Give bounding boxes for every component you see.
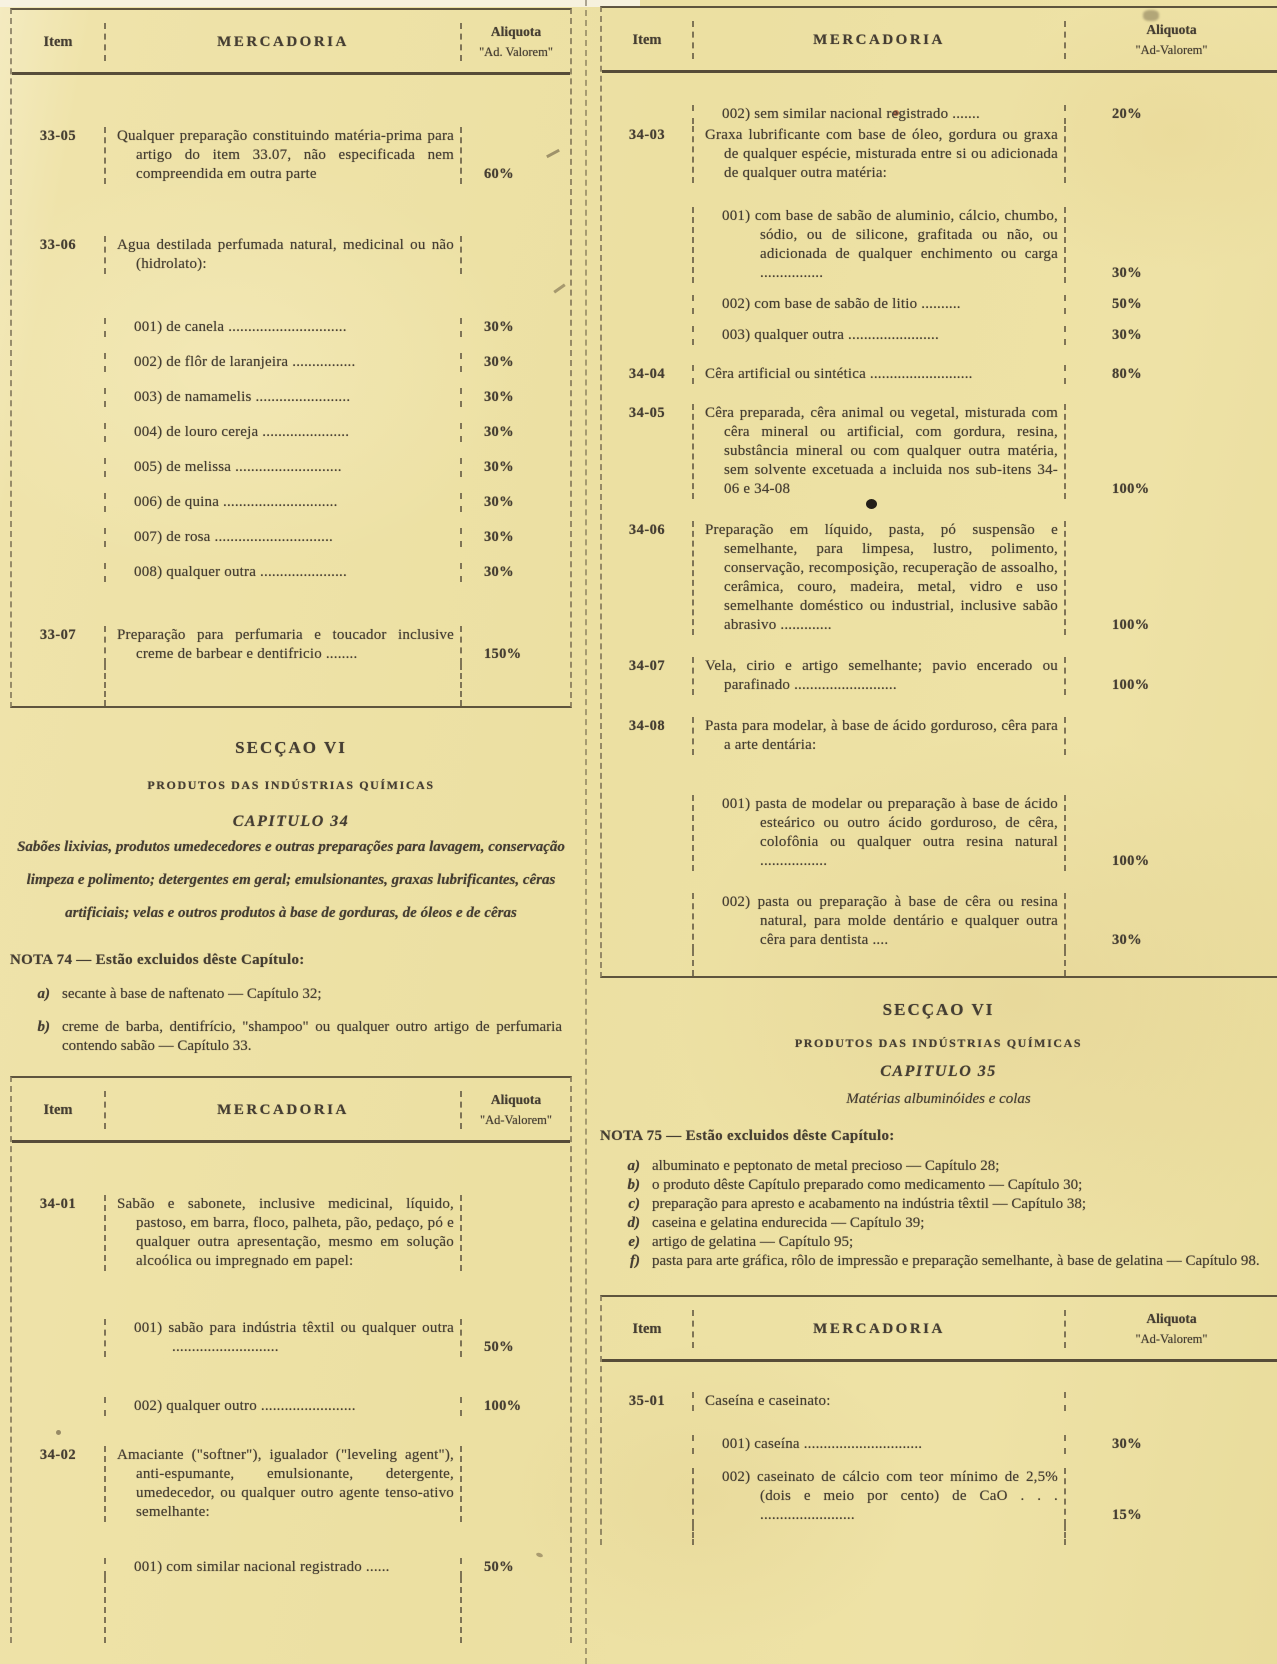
item-code: 34-06 — [628, 522, 666, 538]
table-row-sub — [602, 326, 1277, 345]
nota-label: NOTA 74 — Estão excluidos dêste Capítulo: — [10, 952, 305, 968]
nota-text: secante à base de naftenato — Capítulo 32; — [62, 986, 322, 1002]
item-rate — [460, 236, 570, 274]
nota-exclusion — [10, 1018, 572, 1056]
table-row-sub — [12, 493, 570, 512]
col-header-item: Item — [43, 1101, 73, 1118]
item-description: Sabão e sabonete, inclusive medicinal, líquido, pastoso, em barra, floco, palheta, pão, pedaço, pó e qualquer outra apresentação, mesmo em solução alcoólica ou impregnado em papel: — [117, 1196, 454, 1269]
table-row-sub — [12, 1397, 570, 1416]
item-code — [12, 1319, 104, 1357]
item-rate: 20% — [1064, 105, 1277, 124]
tariff-table-ch35 — [600, 1295, 1277, 1545]
subitem-description: 001) sabão para indústria têxtil ou qualquer outra ........................... — [134, 1320, 454, 1355]
table-row-sub — [12, 528, 570, 547]
subitem-description: 008) qualquer outra ...................... — [134, 564, 347, 580]
subitem-description: 003) de namamelis ........................ — [134, 389, 351, 405]
table-row-sub — [602, 295, 1277, 314]
table-row-sub — [602, 105, 1277, 124]
item-code — [12, 458, 104, 477]
col-header-mercadoria: MERCADORIA — [692, 1310, 1064, 1348]
item-rate — [1064, 717, 1277, 755]
item-code — [12, 318, 104, 337]
left-column — [10, 8, 572, 1643]
table-row-sub — [12, 423, 570, 442]
item-code: 33-05 — [39, 128, 77, 144]
item-description: Preparação em líquido, pasta, pó suspensão e semelhante, para limpesa, lustro, polimento, conservação, recomposição, recuperação de assoalho, cerâmica, couro, madeira, metal, vidro e uso semelhante doméstico ou industrial, inclusive sabão abrasivo ............. — [705, 522, 1058, 633]
item-rate: 30% — [460, 388, 570, 407]
nota-exclusion — [600, 1214, 1277, 1233]
subitem-description: 001) pasta de modelar ou preparação à base de ácido esteárico ou outro ácido gorduroso, de cêra, colofônia ou qualquer outra resina natural ................. — [722, 796, 1058, 869]
nota-letter: a) — [37, 986, 50, 1002]
table-row-34-03 — [602, 126, 1277, 183]
subitem-description: 002) sem similar nacional registrado ....... — [722, 106, 980, 122]
column-divider-rule — [585, 0, 587, 1664]
item-rate: 30% — [460, 318, 570, 337]
nota-letter: a) — [627, 1158, 640, 1174]
table-header — [602, 1297, 1277, 1362]
subitem-description: 003) qualquer outra ....................... — [722, 327, 939, 343]
col-header-mercadoria: MERCADORIA — [692, 21, 1064, 59]
item-rate: 30% — [460, 353, 570, 372]
item-code: 34-03 — [628, 127, 666, 143]
item-code — [602, 893, 692, 950]
table-row-34-05 — [602, 404, 1277, 499]
table-row-34-07 — [602, 657, 1277, 695]
chapter-title: CAPITULO 35 — [880, 1063, 997, 1080]
item-code — [12, 528, 104, 547]
item-code — [602, 207, 692, 283]
item-rate: 100% — [1064, 795, 1277, 871]
nota-text: albuminato e peptonato de metal precioso — Capítulo 28; — [652, 1158, 1000, 1174]
item-rate: 30% — [460, 458, 570, 477]
subitem-description: 002) com base de sabão de litio .......... — [722, 296, 961, 312]
table-header — [12, 1078, 570, 1143]
aliquota-label: Aliquota — [1146, 22, 1197, 37]
col-header-mercadoria: MERCADORIA — [104, 1091, 460, 1129]
nota-text: pasta para arte gráfica, rôlo de impressão e preparação semelhante, à base de gelatina — Capítulo 98. — [652, 1253, 1260, 1269]
nota-exclusion — [600, 1233, 1277, 1252]
table-spacer — [602, 950, 1277, 976]
item-description: Cêra preparada, cêra animal ou vegetal, misturada com cêra mineral ou artificial, com gordura, resina, substância mineral ou com qualquer outra matéria, sem solvente excetuada a incluida nos sub-itens 34-06 e 34-08 — [705, 405, 1058, 497]
item-rate: 30% — [1064, 326, 1277, 345]
nota-letter: f) — [630, 1253, 640, 1269]
subitem-description: 002) pasta ou preparação à base de cêra ou resina natural, para molde dentário e qualquer outra cêra para dentista .... — [722, 894, 1058, 948]
item-rate: 100% — [1064, 657, 1277, 695]
nota-exclusion — [600, 1176, 1277, 1195]
item-description: Caseína e caseinato: — [705, 1393, 831, 1409]
item-rate: 30% — [1064, 207, 1277, 283]
nota-text: creme de barba, dentifrício, "shampoo" ou qualquer outro artigo de perfumaria contendo sabão — Capítulo 33. — [62, 1019, 562, 1054]
col-header-aliquota — [460, 1091, 570, 1129]
table-row-sub — [12, 563, 570, 582]
tariff-table-ch34-left — [10, 1076, 572, 1643]
subitem-description: 005) de melissa ........................... — [134, 459, 342, 475]
tariff-table-ch33 — [10, 8, 572, 708]
nota-text: caseina e gelatina endurecida — Capítulo 39; — [652, 1215, 925, 1231]
chapter-subtitle: Matérias albuminóides e colas — [846, 1091, 1031, 1107]
col-header-aliquota — [1064, 21, 1277, 59]
item-code: 33-06 — [39, 237, 77, 253]
col-header-item: Item — [632, 1320, 662, 1337]
section-subtitle: PRODUTOS DAS INDÚSTRIAS QUÍMICAS — [794, 1036, 1083, 1050]
subitem-description: 001) com similar nacional registrado ...... — [134, 1559, 390, 1575]
item-description: Qualquer preparação constituindo matéria-prima para artigo do item 33.07, não especificada nem compreendida em outra parte — [117, 128, 454, 182]
table-row-sub — [12, 1319, 570, 1357]
table-row-34-06 — [602, 521, 1277, 635]
item-code: 34-04 — [628, 366, 666, 382]
item-rate: 30% — [1064, 1435, 1277, 1454]
subitem-description: 006) de quina ............................. — [134, 494, 338, 510]
item-rate — [1064, 126, 1277, 183]
col-header-item: Item — [632, 31, 662, 48]
ad-valorem-label: "Ad-Valorem" — [1135, 1332, 1208, 1346]
nota-text: o produto dêste Capítulo preparado como medicamento — Capítulo 30; — [652, 1177, 1083, 1193]
nota-letter: c) — [628, 1196, 640, 1212]
table-row-33-06 — [12, 236, 570, 274]
item-code: 34-02 — [39, 1447, 77, 1463]
item-rate: 100% — [460, 1397, 570, 1416]
table-row-34-04 — [602, 365, 1277, 384]
item-code — [12, 423, 104, 442]
item-description: Vela, cirio e artigo semelhante; pavio encerado ou parafinado .......................... — [705, 658, 1058, 693]
item-code — [12, 1397, 104, 1416]
item-description: Cêra artificial ou sintética .......................... — [705, 366, 973, 382]
table-spacer — [12, 664, 570, 706]
item-code: 34-07 — [628, 658, 666, 674]
col-header-item: Item — [43, 33, 73, 50]
table-header — [602, 8, 1277, 73]
section-title: SECÇAO VI — [235, 738, 347, 757]
ad-valorem-label: "Ad-Valorem" — [1135, 43, 1208, 57]
aliquota-label: Aliquota — [490, 1092, 542, 1107]
nota-exclusion — [600, 1157, 1277, 1176]
table-row-sub — [12, 318, 570, 337]
scan-edge-top — [0, 0, 640, 7]
nota-exclusion — [10, 985, 572, 1004]
item-description: Amaciante ("softner"), igualador ("leveling agent"), anti-espumante, emulsionante, detergente, umedecedor, ou qualquer outro agente tenso-ativo semelhante: — [117, 1447, 454, 1520]
table-spacer — [602, 1525, 1277, 1545]
item-rate: 15% — [1064, 1468, 1277, 1525]
nota-letter: e) — [628, 1234, 640, 1250]
subitem-description: 002) de flôr de laranjeira ................ — [134, 354, 356, 370]
item-rate: 30% — [460, 528, 570, 547]
ad-valorem-label: "Ad-Valorem" — [480, 1113, 552, 1127]
table-row-sub — [12, 388, 570, 407]
subitem-description: 007) de rosa .............................. — [134, 529, 333, 545]
nota-label: NOTA 75 — Estão excluidos dêste Capítulo: — [600, 1128, 895, 1144]
item-rate: 30% — [460, 493, 570, 512]
aliquota-label: Aliquota — [490, 24, 542, 39]
table-row-34-02 — [12, 1446, 570, 1522]
item-code — [602, 326, 692, 345]
item-code — [12, 1558, 104, 1577]
table-row-35-01 — [602, 1392, 1277, 1411]
item-rate: 30% — [1064, 893, 1277, 950]
chapter-title: CAPITULO 34 — [232, 813, 350, 830]
table-row-34-01 — [12, 1195, 570, 1271]
table-row-sub — [602, 893, 1277, 950]
table-row-sub — [602, 207, 1277, 283]
nota-exclusion — [600, 1195, 1277, 1214]
item-rate — [460, 1195, 570, 1271]
table-row-sub — [602, 795, 1277, 871]
item-code — [12, 563, 104, 582]
aliquota-label: Aliquota — [1146, 1311, 1197, 1326]
item-rate: 100% — [1064, 404, 1277, 499]
table-row-sub — [12, 458, 570, 477]
subitem-description: 001) com base de sabão de aluminio, cálcio, chumbo, sódio, ou de silicone, grafitada ou não, ou adicionada de qualquer enchimento ou carga ................ — [722, 208, 1058, 281]
item-code — [602, 295, 692, 314]
subitem-description: 001) de canela .............................. — [134, 319, 347, 335]
item-rate: 30% — [460, 563, 570, 582]
table-spacer — [12, 1577, 570, 1643]
item-code: 33-07 — [39, 627, 77, 643]
item-description: Agua destilada perfumada natural, medicinal ou não (hidrolato): — [117, 237, 454, 272]
ad-valorem-label: "Ad. Valorem" — [479, 45, 553, 59]
item-code — [12, 388, 104, 407]
item-rate: 30% — [460, 423, 570, 442]
item-code — [602, 1435, 692, 1454]
chapter-intro: Sabões lixivias, produtos umedecedores e outras preparações para lavagem, conservação limpeza e polimento; detergentes em geral; emulsionantes, graxas lubrificantes, cêras artificiais; velas e outros produtos à base de gorduras, de óleos e de cêras — [17, 839, 565, 921]
item-code — [602, 795, 692, 871]
item-description: Pasta para modelar, à base de ácido gorduroso, cêra para a arte dentária: — [705, 718, 1058, 753]
section-title: SECÇAO VI — [882, 1000, 995, 1019]
table-row-sub — [12, 1558, 570, 1577]
table-row-34-08 — [602, 717, 1277, 755]
item-rate: 50% — [1064, 295, 1277, 314]
subitem-description: 001) caseína .............................. — [722, 1436, 923, 1452]
subitem-description: 004) de louro cereja ...................... — [134, 424, 350, 440]
item-code: 34-05 — [628, 405, 666, 421]
table-row-sub — [12, 353, 570, 372]
nota-exclusion — [600, 1252, 1277, 1271]
item-code — [12, 493, 104, 512]
item-code — [602, 1468, 692, 1525]
nota-letter: b) — [627, 1177, 640, 1193]
item-rate — [460, 1446, 570, 1522]
nota-letter: b) — [37, 1019, 50, 1035]
section-subtitle: PRODUTOS DAS INDÚSTRIAS QUÍMICAS — [147, 778, 435, 792]
item-code: 35-01 — [628, 1393, 666, 1409]
item-rate: 80% — [1064, 365, 1277, 384]
item-description: Preparação para perfumaria e toucador inclusive creme de barbear e dentifricio ........ — [117, 627, 454, 662]
table-row-sub — [602, 1468, 1277, 1525]
col-header-aliquota — [1064, 1310, 1277, 1348]
item-rate: 100% — [1064, 521, 1277, 635]
item-rate: 60% — [460, 127, 570, 184]
item-code: 34-08 — [628, 718, 666, 734]
table-row-33-05 — [12, 127, 570, 184]
item-rate: 150% — [460, 626, 570, 664]
item-rate — [1064, 1392, 1277, 1411]
col-header-mercadoria: MERCADORIA — [104, 23, 460, 61]
table-row-33-07 — [12, 626, 570, 664]
item-code — [12, 353, 104, 372]
nota-text: preparação para apresto e acabamento na indústria têxtil — Capítulo 38; — [652, 1196, 1086, 1212]
table-row-sub — [602, 1435, 1277, 1454]
item-description: Graxa lubrificante com base de óleo, gordura ou graxa de qualquer espécie, misturada entre si ou adicionada de qualquer outra matéria: — [705, 127, 1058, 181]
tariff-table-ch34-right — [600, 6, 1277, 978]
nota-text: artigo de gelatina — Capítulo 95; — [652, 1234, 854, 1250]
subitem-description: 002) caseinato de cálcio com teor mínimo de 2,5% (dois e meio por cento) de CaO . . . ........................ — [722, 1469, 1058, 1523]
item-code — [602, 105, 692, 124]
table-header — [12, 10, 570, 75]
col-header-aliquota — [460, 23, 570, 61]
item-rate: 50% — [460, 1558, 570, 1577]
item-rate: 50% — [460, 1319, 570, 1357]
item-code: 34-01 — [39, 1196, 77, 1212]
nota-letter: d) — [627, 1215, 640, 1231]
right-column — [600, 6, 1277, 1545]
subitem-description: 002) qualquer outro ........................ — [134, 1398, 356, 1414]
